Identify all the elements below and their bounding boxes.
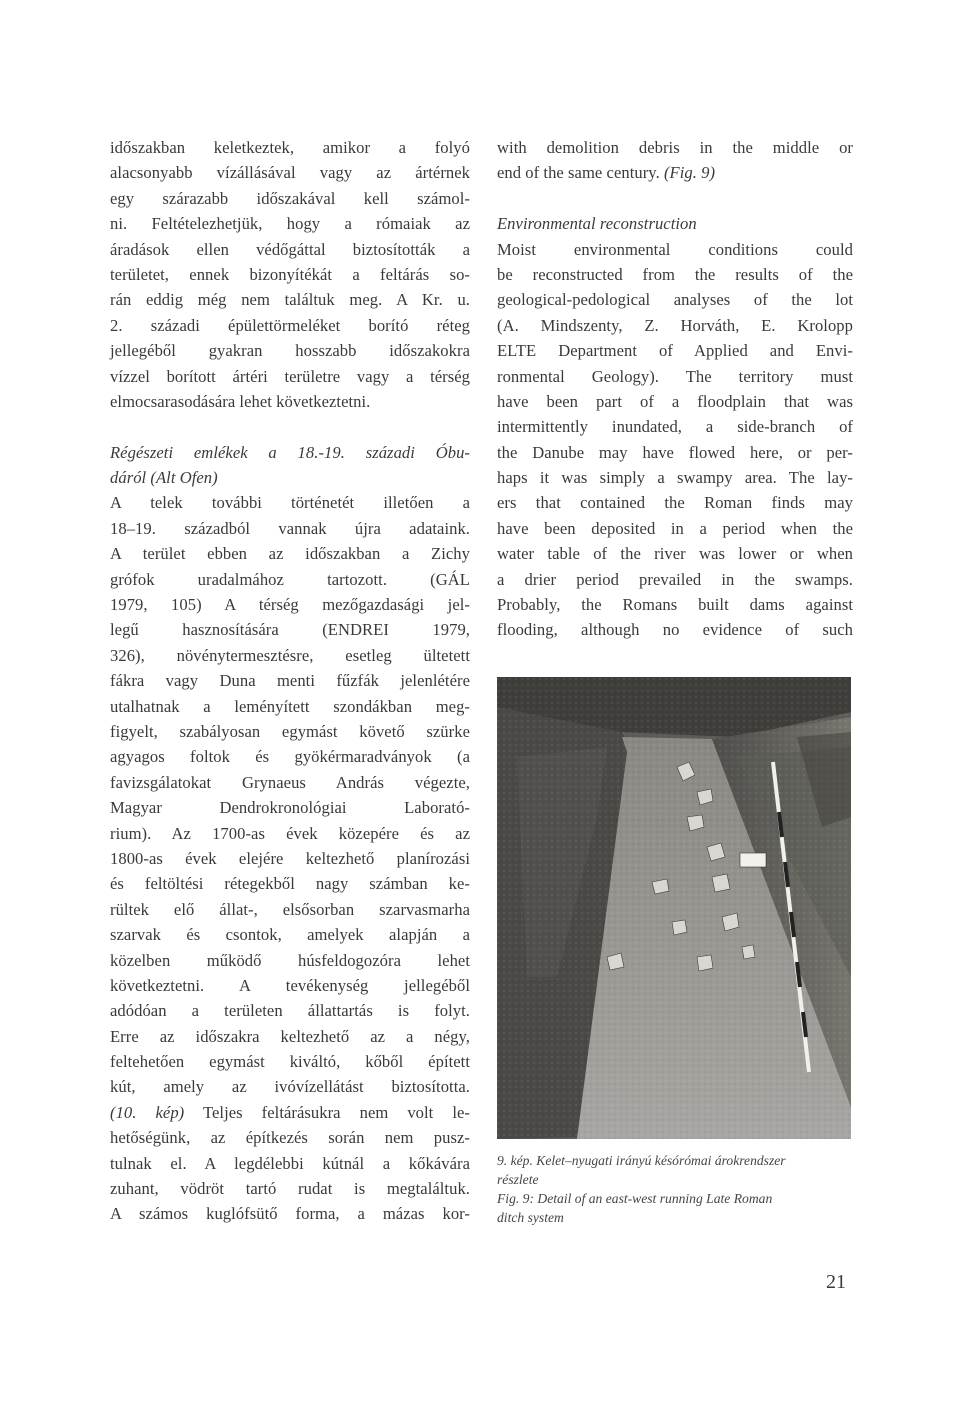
- ditch-photo-illustration: [497, 677, 851, 1139]
- figure-reference[interactable]: (Fig. 9): [663, 163, 716, 183]
- caption-english: Fig. 9: Detail of an east-west running Late Roman: [497, 1191, 773, 1206]
- paragraph-line: [497, 160, 853, 185]
- paragraph-line: flooding, although no evidence of such: [497, 620, 853, 640]
- paragraph-line: [110, 1100, 470, 1125]
- paragraph-line: 1979, 105) A térség mezőgazdasági jel-: [110, 595, 470, 615]
- paragraph-line: Magyar Dendrokronológiai Laborató-: [110, 798, 470, 818]
- section-heading-line: Régészeti emlékek a 18.-19. századi Óbu-: [110, 442, 470, 462]
- paragraph-line: egy szárazabb időszakával kell számol-: [110, 188, 470, 208]
- paragraph-line: be reconstructed from the results of the: [497, 264, 853, 284]
- caption-hungarian: részlete: [497, 1172, 539, 1187]
- excavation-photo: [497, 677, 851, 1139]
- paragraph-line: Erre az időszakra keltezhető az a négy,: [110, 1026, 470, 1046]
- paragraph-line: utalhatnak a leményített szondákban meg-: [110, 696, 470, 716]
- paragraph-line: (A. Mindszenty, Z. Horváth, E. Krolopp: [497, 315, 853, 335]
- right-column: [497, 135, 853, 643]
- paragraph-line: 326), növénytermesztésre, esetleg ültetett: [110, 645, 470, 665]
- section-heading-line: dáról (Alt Ofen): [110, 468, 218, 488]
- paragraph-line: have been part of a floodplain that was: [497, 391, 853, 411]
- paragraph-line: szarvak és csontok, amelyek alapján a: [110, 925, 470, 945]
- paragraph-line: A számos kuglófsütő forma, a mázas kor-: [110, 1204, 470, 1224]
- page-number: 21: [826, 1271, 846, 1293]
- paragraph-line: rán eddig még nem találtuk meg. A Kr. u.: [110, 290, 470, 310]
- paragraph-line: grófok uradalmához tartozott. (GÁL: [110, 569, 470, 589]
- paragraph-line: területet, ennek bizonyítékát a feltárás so-: [110, 264, 470, 284]
- paragraph-line: 2. századi épülettörmeléket borító réteg: [110, 315, 470, 335]
- figure-reference[interactable]: (10. kép): [110, 1102, 185, 1122]
- paragraph-line: ronmental Geology). The territory must: [497, 366, 853, 386]
- paragraph-line: Probably, the Romans built dams against: [497, 595, 853, 615]
- figure-caption: [497, 1151, 853, 1227]
- paragraph-line: fákra vagy Duna menti fűzfák jelenlétére: [110, 671, 470, 691]
- caption-english: ditch system: [497, 1210, 564, 1225]
- paragraph-line: intermittently inundated, a side-branch of: [497, 417, 853, 437]
- paragraph-line: alacsonyabb vízállásával vagy az ártérnek: [110, 163, 470, 183]
- paragraph-line: ni. Feltételezhetjük, hogy a rómaiak az: [110, 214, 470, 234]
- paragraph-line: áradások ellen védőgáttal biztosították a: [110, 239, 470, 259]
- paragraph-environment: [497, 237, 853, 643]
- paragraph-line: következtetni. A tevékenység jellegéből: [110, 975, 470, 995]
- paragraph-line: hetőségünk, az építkezés során nem pusz-: [110, 1128, 470, 1148]
- paragraph-line: rültek elő állat-, elsősorban szarvasmarha: [110, 899, 470, 919]
- paragraph-line: A terület ebben az időszakban a Zichy: [110, 544, 470, 564]
- paragraph-wells: [110, 1125, 470, 1227]
- paragraph-line: adódóan a területen állattartás is folyt.: [110, 1001, 470, 1021]
- paragraph-soil-layers: [110, 135, 470, 414]
- paragraph-line: feltehetően egymást kiváltó, kőből épített: [110, 1052, 470, 1072]
- paragraph-line: agyagos foltok és gyökérmaradványok (a: [110, 747, 470, 767]
- paragraph-line: the Danube may have flowed here, or per-: [497, 442, 853, 462]
- paragraph-line: ers that contained the Roman finds may: [497, 493, 853, 513]
- paragraph-line: rium). Az 1700-as évek közepére és az: [110, 823, 470, 843]
- paragraph-later-history: [110, 490, 470, 1099]
- paragraph-line: with demolition debris in the middle or: [497, 138, 853, 157]
- paragraph-line: közelben működő húsfeldogozóra lehet: [110, 950, 470, 970]
- left-column: [110, 135, 470, 1227]
- paragraph-line: zuhant, vödröt tartó rudat is megtaláltuk.: [110, 1179, 470, 1199]
- paragraph-line: 18–19. századból vannak újra adataink.: [110, 518, 470, 538]
- paragraph-line: Moist environmental conditions could: [497, 239, 853, 259]
- paragraph-line: ELTE Department of Applied and Envi-: [497, 341, 853, 361]
- paragraph-line: jellegéből gyakran hosszabb időszakokra: [110, 341, 470, 361]
- paragraph-line: figyelt, szabályosan egymást követő szürke: [110, 721, 470, 741]
- paragraph-line: favizsgálatokat Grynaeus András végezte,: [110, 772, 470, 792]
- paragraph-line: tulnak el. A legdélebbi kútnál a kőkávára: [110, 1153, 470, 1173]
- paragraph-line: haps it was simply a swampy area. The lay-: [497, 468, 853, 488]
- paragraph-line: water table of the river was lower or when: [497, 544, 853, 564]
- paragraph-line: időszakban keletkeztek, amikor a folyó: [110, 138, 470, 157]
- section-heading: Environmental reconstruction: [497, 214, 697, 234]
- paragraph-line: legű hasznosítására (ENDREI 1979,: [110, 620, 470, 640]
- paragraph-line: a drier period prevailed in the swamps.: [497, 569, 853, 589]
- paragraph-line: és feltöltési rétegekből nagy számban ke-: [110, 874, 470, 894]
- paragraph-line: geological-pedological analyses of the lot: [497, 290, 853, 310]
- caption-hungarian: 9. kép. Kelet–nyugati irányú késórómai árokrendszer: [497, 1153, 786, 1168]
- paragraph-line: 1800-as évek elejére keltezhető planírozási: [110, 848, 470, 868]
- paragraph-line: kút, amely az ivóvízellátást biztosította.: [110, 1077, 470, 1097]
- paragraph-line: vízzel borított ártéri területre vagy a térség: [110, 366, 470, 386]
- paragraph-line: have been deposited in a period when the: [497, 518, 853, 538]
- paragraph-line-text: end of the same century.: [497, 163, 664, 183]
- paragraph-line: elmocsarasodására lehet következtetni.: [110, 391, 371, 411]
- paragraph-line-text: Teljes feltárásukra nem volt le-: [184, 1102, 471, 1122]
- paragraph-line: A telek további történetét illetően a: [110, 493, 470, 513]
